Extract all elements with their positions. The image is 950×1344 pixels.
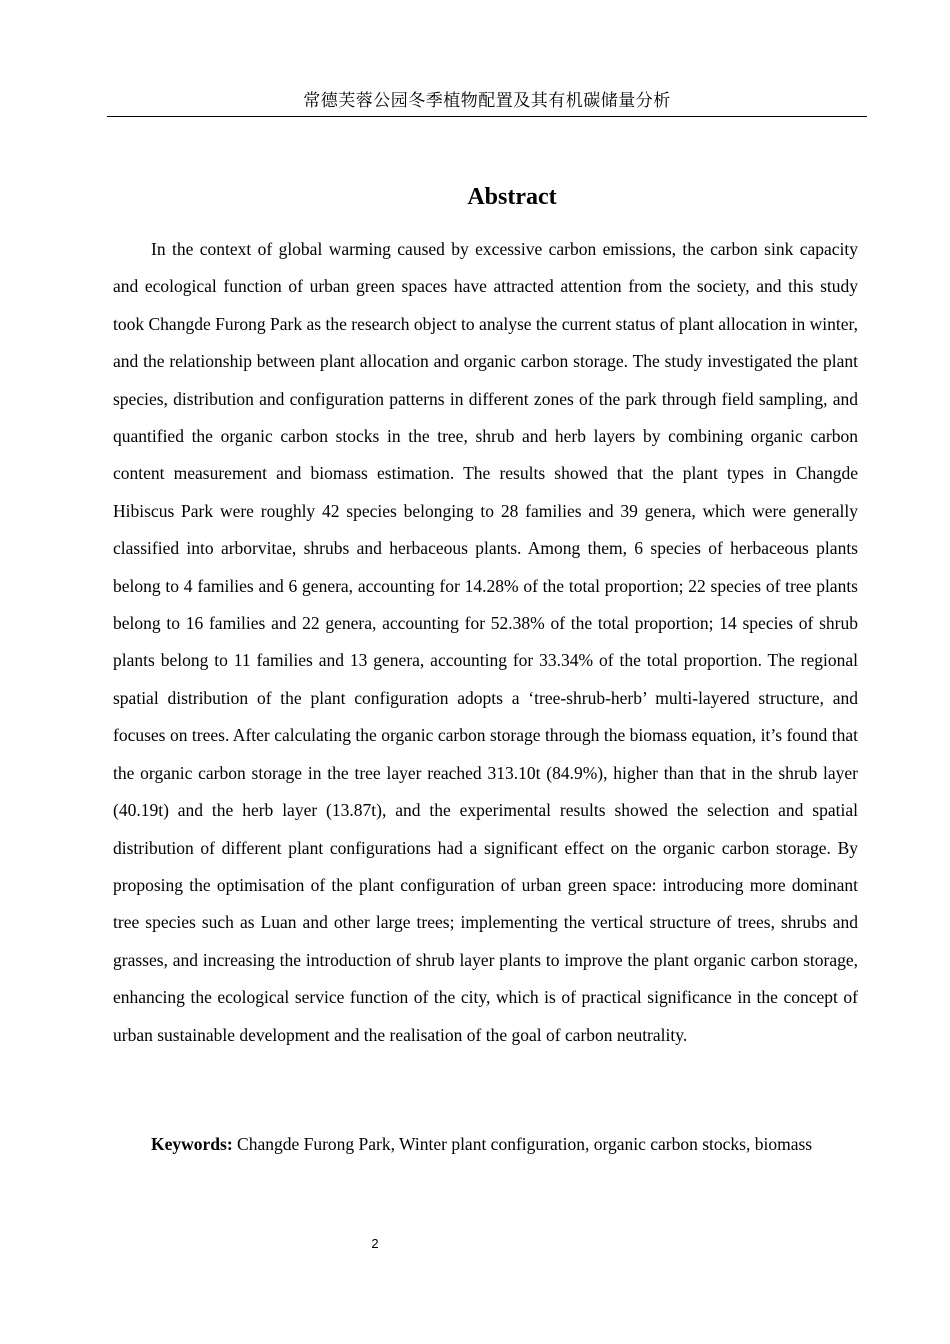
page-number: 2 <box>371 1236 379 1251</box>
keywords-text: Changde Furong Park, Winter plant configuration, organic carbon stocks, biomass <box>232 1134 813 1154</box>
abstract-heading: Abstract <box>467 184 557 210</box>
running-header <box>107 90 867 117</box>
keywords-paragraph <box>113 1126 858 1163</box>
running-header-title: 常德芙蓉公园冬季植物配置及其有机碳储量分析 <box>303 91 671 111</box>
abstract-body: In the context of global warming caused by excessive carbon emissions, the carbon sink capacity and ecological function of urban green spaces have attracted attention from the society, and this study took Changde Furong Park as the research object to analyse the current status of plant allocation in winter, and the relationship between plant allocation and organic carbon storage. The study investigated the plant species, distribution and configuration patterns in different zones of the park through field sampling, and quantified the organic carbon stocks in the tree, shrub and herb layers by combining organic carbon content measurement and biomass estimation. The results showed that the plant types in Changde Hibiscus Park were roughly 42 species belonging to 28 families and 39 genera, which were generally classified into arborvitae, shrubs and herbaceous plants. Among them, 6 species of herbaceous plants belong to 4 families and 6 genera, accounting for 14.28% of the total proportion; 22 species of tree plants belong to 16 families and 22 genera, accounting for 52.38% of the total proportion; 14 species of shrub plants belong to 11 families and 13 genera, accounting for 33.34% of the total proportion. The regional spatial distribution of the plant configuration adopts a ‘tree-shrub-herb’ multi-layered structure, and focuses on trees. After calculating the organic carbon storage through the biomass equation, it’s found that the organic carbon storage in the tree layer reached 313.10t (84.9%), higher than that in the shrub layer (40.19t) and the herb layer (13.87t), and the experimental results showed the selection and spatial distribution of different plant configurations had a significant effect on the organic carbon storage. By proposing the optimisation of the plant configuration of urban green space: introducing more dominant tree species such as Luan and other large trees; implementing the vertical structure of trees, shrubs and grasses, and increasing the introduction of shrub layer plants to improve the plant organic carbon storage, enhancing the ecological service function of the city, which is of practical significance in the concept of urban sustainable development and the realisation of the goal of carbon neutrality. <box>113 239 858 1045</box>
keywords-label: Keywords: <box>151 1134 233 1154</box>
